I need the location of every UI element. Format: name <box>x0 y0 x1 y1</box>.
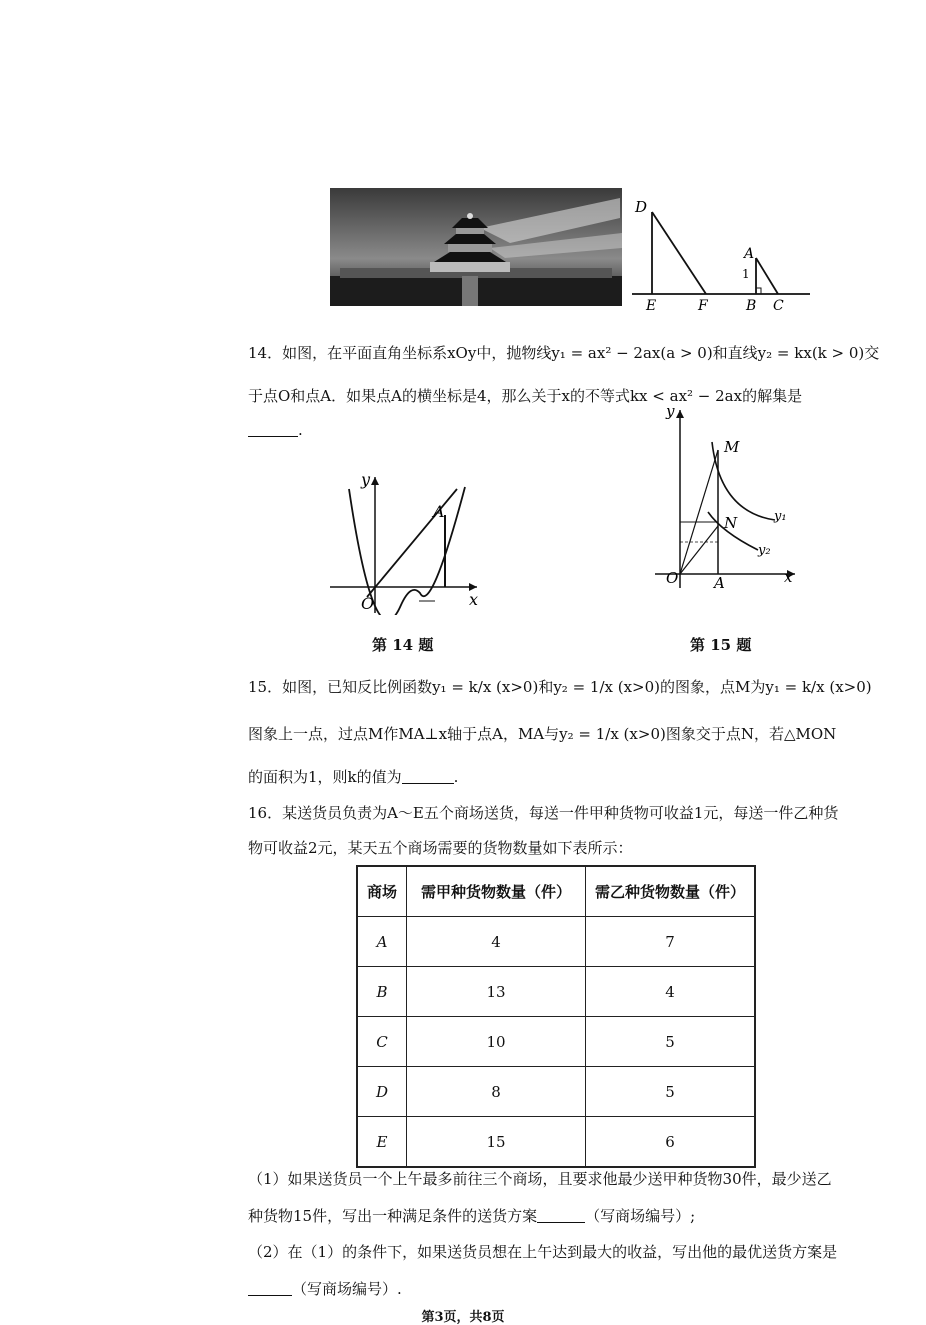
label-C: C <box>773 298 784 314</box>
q14-line-1: 14．如图，在平面直角坐标系xOy中，抛物线y₁ = ax² − 2ax(a > 0)和直线y₂ = kx(k > 0)交 <box>248 344 880 362</box>
table-cell-type-b: 5 <box>586 1067 756 1117</box>
fig15-label-O: O <box>666 569 679 587</box>
label-E: E <box>646 298 657 314</box>
temple-photo-drawing <box>330 188 622 306</box>
table-header-mall: 商场 <box>357 866 407 917</box>
table-row <box>357 967 755 1017</box>
q16-part1-text: 种货物15件，写出一种满足条件的送货方案 <box>248 1207 538 1225</box>
fig15-label-y: y <box>666 402 675 420</box>
fig14-label-y: y <box>361 470 371 489</box>
fig15-label-A: A <box>714 574 725 592</box>
q16-line-2: 物可收益2元，某天五个商场需要的货物数量如下表所示： <box>248 839 633 857</box>
q14-line-3 <box>248 421 303 439</box>
label-D: D <box>635 198 648 216</box>
table-cell-type-b: 6 <box>586 1117 756 1168</box>
fig15-label-y1: y₁ <box>774 509 787 524</box>
fig15-label-M: M <box>724 438 740 456</box>
table-cell-mall: B <box>357 967 407 1017</box>
table-row <box>357 1117 755 1168</box>
q14-line-2: 于点O和点A．如果点A的横坐标是4，那么关于x的不等式kx < ax² − 2ax的解集是 <box>248 387 803 405</box>
q16-part1-note: （写商场编号）; <box>585 1207 696 1225</box>
table-cell-type-b: 7 <box>586 917 756 967</box>
figure-15-graph <box>650 402 800 592</box>
fig14-label-x: x <box>469 590 479 609</box>
table-cell-mall: D <box>357 1067 407 1117</box>
fig14-caption: 第 14 题 <box>372 636 434 654</box>
table-header-row <box>357 866 755 917</box>
table-cell-mall: C <box>357 1017 407 1067</box>
fig14-label-O: O <box>361 594 375 613</box>
table-cell-mall: A <box>357 917 407 967</box>
table-cell-type-a: 15 <box>407 1117 586 1168</box>
q16-part1-answer-blank[interactable] <box>537 1208 585 1223</box>
fig15-label-y2: y₂ <box>758 543 771 558</box>
q16-line-1: 16．某送货员负责为A～E五个商场送货，每送一件甲种货物可收益1元，每送一件乙种货 <box>248 804 839 822</box>
q15-answer-blank[interactable] <box>402 769 454 784</box>
table-cell-type-a: 4 <box>407 917 586 967</box>
table-cell-mall: E <box>357 1117 407 1168</box>
label-B: B <box>746 298 757 314</box>
q16-part1-line-2 <box>248 1205 695 1226</box>
table-row <box>357 1017 755 1067</box>
q16-part1-line-1: （1）如果送货员一个上午最多前往三个商场，且要求他最少送甲种货物30件，最少送乙 <box>248 1170 832 1188</box>
figure-13-triangles <box>630 196 820 316</box>
goods-table <box>356 865 756 1168</box>
q16-part2-line-2 <box>248 1278 402 1299</box>
fig15-label-x: x <box>784 568 793 586</box>
figure-14-graph <box>325 465 495 615</box>
q15-period: . <box>453 768 459 786</box>
table-row <box>357 917 755 967</box>
q16-part2-answer-blank[interactable] <box>248 1281 292 1296</box>
q15-line-1: 15．如图，已知反比例函数y₁ = k/x (x>0)和y₂ = 1/x (x>0)的图象，点M为y₁ = k/x (x>0) <box>248 678 872 696</box>
table-cell-type-a: 13 <box>407 967 586 1017</box>
fig15-caption: 第 15 题 <box>690 636 752 654</box>
page-footer: 第3页，共8页 <box>421 1310 505 1325</box>
label-one: 1 <box>742 267 750 281</box>
q15-line-3 <box>248 766 458 787</box>
q16-part2-line-1: （2）在（1）的条件下，如果送货员想在上午达到最大的收益，写出他的最优送货方案是 <box>248 1243 838 1261</box>
q15-line-3-text: 的面积为1，则k的值为 <box>248 768 402 786</box>
table-row <box>357 1067 755 1117</box>
fig15-label-N: N <box>724 514 738 532</box>
q14-period: . <box>298 421 303 439</box>
q16-part2-note: （写商场编号）. <box>292 1280 402 1298</box>
table-header-type-a: 需甲种货物数量（件） <box>407 866 586 917</box>
label-A: A <box>744 246 755 262</box>
temple-photo <box>330 188 622 306</box>
q14-answer-blank[interactable] <box>248 422 298 437</box>
table-header-type-b: 需乙种货物数量（件） <box>586 866 756 917</box>
table-cell-type-b: 4 <box>586 967 756 1017</box>
table-cell-type-b: 5 <box>586 1017 756 1067</box>
q15-line-2: 图象上一点，过点M作MA⊥x轴于点A，MA与y₂ = 1/x (x>0)图象交于点N，若△MON <box>248 725 837 743</box>
label-F: F <box>698 298 708 314</box>
table-cell-type-a: 10 <box>407 1017 586 1067</box>
fig14-label-A: A <box>433 502 445 521</box>
table-cell-type-a: 8 <box>407 1067 586 1117</box>
